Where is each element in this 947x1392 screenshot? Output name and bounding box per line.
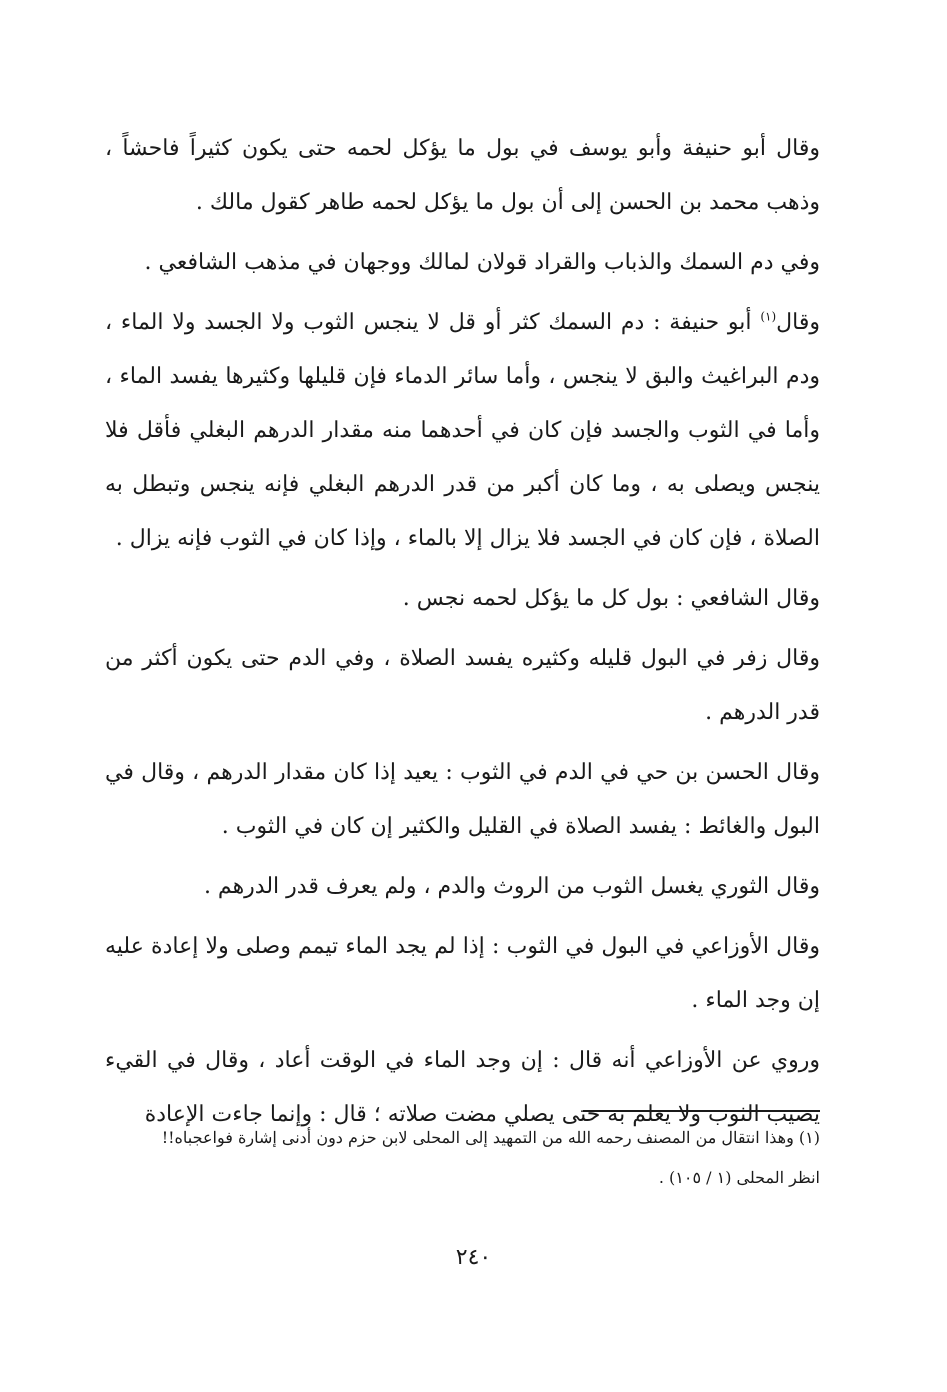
paragraph bbox=[105, 296, 820, 566]
footnote-divider bbox=[583, 1110, 820, 1112]
paragraph: وقال الأوزاعي في البول في الثوب : إذا لم يجد الماء تيمم وصلى ولا إعادة عليه إن وجد الماء . bbox=[105, 934, 820, 1013]
footnotes bbox=[105, 1118, 820, 1198]
paragraph: وروي عن الأوزاعي أنه قال : إن وجد الماء في الوقت أعاد ، وقال في القيء يصيب الثوب ولا يعلم به حتى يصلي مضت صلاته ؛ قال : وإنما جاءت الإعادة bbox=[105, 1048, 820, 1127]
main-text bbox=[105, 122, 820, 1142]
paragraph-body: أبو حنيفة : دم السمك كثر أو قل لا ينجس الثوب ولا الجسد ولا الماء ، ودم البراغيث والبق لا ينجس ، وأما سائر الدماء فإن قليلها وكثيرها يفسد الماء ، وأما في الثوب والجسد فإن كان في أحدهما منه مقدار الدرهم البغلي فأقل فلا ينجس ويصلى به ، وما كان أكبر من قدر الدرهم البغلي فإنه ينجس وتبطل به الصلاة ، فإن كان في الجسد فلا يزال إلا بالماء ، وإذا كان في الثوب فإنه يزال . bbox=[105, 310, 821, 551]
footnote-text: (١) وهذا انتقال من المصنف رحمه الله من التمهيد إلى المحلى لابن حزم دون أدنى إشارة فواعجباه!! bbox=[161, 1128, 820, 1147]
paragraph: وقال الحسن بن حي في الدم في الثوب : يعيد إذا كان مقدار الدرهم ، وقال في البول والغائط : يفسد الصلاة في القليل والكثير إن كان في الثوب . bbox=[105, 760, 820, 839]
footnote-reference: انظر المحلى (١ / ١٠٥) . bbox=[658, 1168, 820, 1187]
paragraph: وقال الشافعي : بول كل ما يؤكل لحمه نجس . bbox=[402, 586, 820, 611]
paragraph: وقال زفر في البول قليله وكثيره يفسد الصلاة ، وفي الدم حتى يكون أكثر من قدر الدرهم . bbox=[105, 646, 820, 725]
paragraph: وفي دم السمك والذباب والقراد قولان لمالك ووجهان في مذهب الشافعي . bbox=[144, 250, 820, 275]
footnote-marker[interactable]: (١) bbox=[760, 309, 777, 324]
paragraph: وقال أبو حنيفة وأبو يوسف في بول ما يؤكل لحمه حتى يكون كثيراً فاحشاً ، وذهب محمد بن الحسن إلى أن بول ما يؤكل لحمه طاهر كقول مالك . bbox=[105, 136, 820, 215]
paragraph-lead: وقال bbox=[776, 310, 820, 335]
page-number: ٢٤٠ bbox=[455, 1245, 492, 1270]
paragraph: وقال الثوري يغسل الثوب من الروث والدم ، ولم يعرف قدر الدرهم . bbox=[203, 874, 820, 899]
